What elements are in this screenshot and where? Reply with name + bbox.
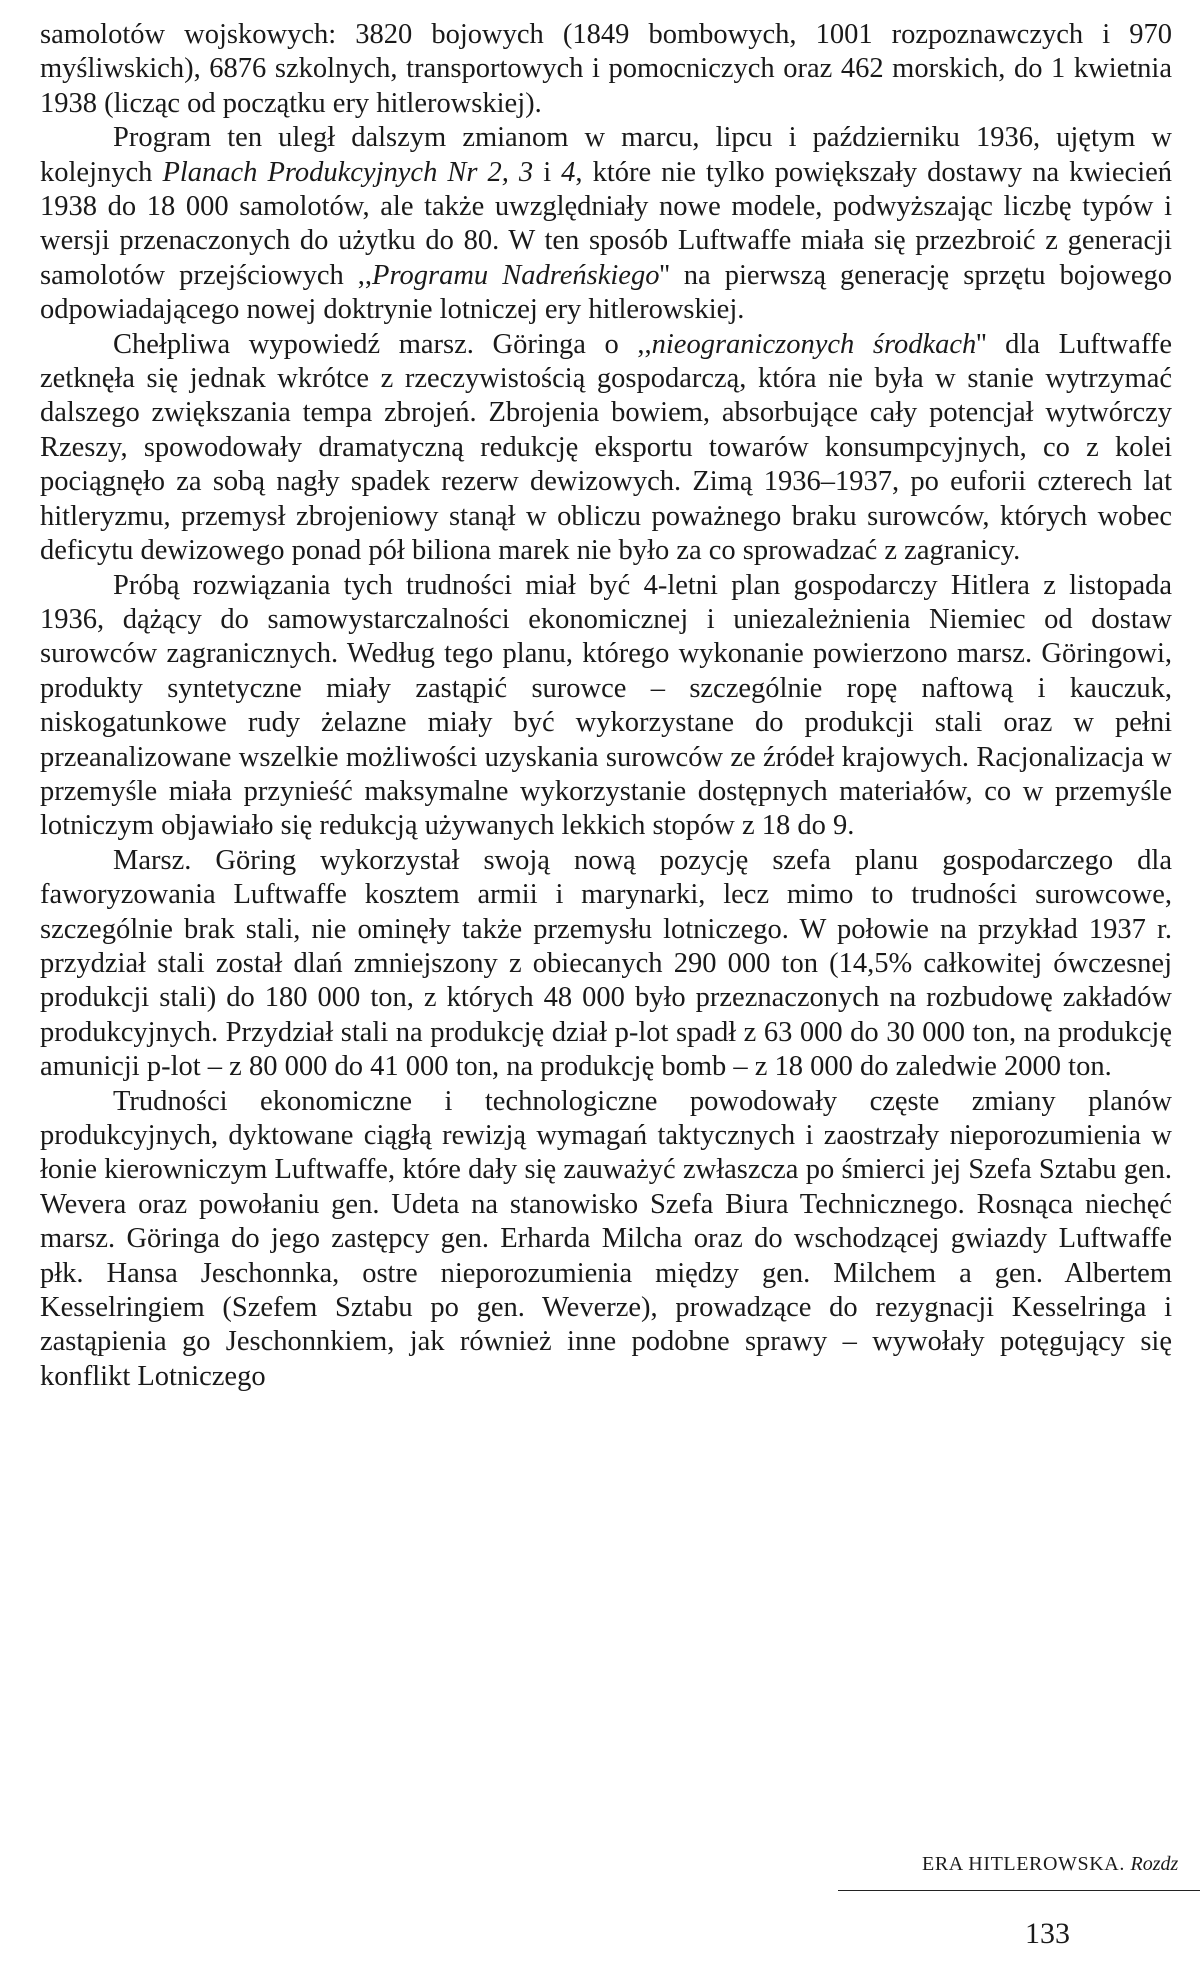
text-span: '' na pierwszą generację sprzętu bojowego odpowiadającego nowej doktrynie lotniczej ery hitlerowskiej.	[40, 259, 1172, 326]
footer-rule	[838, 1890, 1200, 1891]
paragraph-5: Marsz. Göring wykorzystał swoją nową pozycję szefa planu gospodarczego dla faworyzowania Luftwaffe kosztem armii i marynarki, lecz mimo to trudności surowcowe, szczególnie brak stali, nie ominęły także przemysłu lotniczego. W połowie na przykład 1937 r. przydział stali został dlań zmniejszony z obiecanych 290 000 ton (14,5% całkowitej ówczesnej produkcji stali) do 180 000 ton, z których 48 000 było przeznaczonych na rozbudowę zakładów produkcyjnych. Przydział stali na produkcję dział p-lot spadł z 63 000 do 30 000 ton, na produkcję amunicji p-lot – z 80 000 do 41 000 ton, na produkcję bomb – z 18 000 do zaledwie 2000 ton.	[40, 844, 1172, 1083]
italic-quote: nieograniczonych środkach	[651, 328, 977, 360]
paragraph-1: samolotów wojskowych: 3820 bojowych (1849 bombowych, 1001 rozpoznawczych i 970 myśliwskich), 6876 szkolnych, transportowych i pomocniczych oraz 462 morskich, do 1 kwietnia 1938 (licząc od początku ery hitlerowskiej).	[40, 19, 1172, 119]
paragraph-6: Trudności ekonomiczne i technologiczne powodowały częste zmiany planów produkcyjnych, dyktowane ciągłą rewizją wymagań taktycznych i zaostrzały nieporozumienia w łonie kierowniczym Luftwaffe, które dały się zauważyć zwłaszcza po śmierci jej Szefa Sztabu gen. Wevera oraz powołaniu gen. Udeta na stanowisko Szefa Biura Technicznego. Rosnąca niechęć marsz. Göringa do jego zastępcy gen. Erharda Milcha oraz do wschodzącej gwiazdy Luftwaffe płk. Hansa Jeschonnka, ostre nieporozumienia między gen. Milchem a gen. Albertem Kesselringiem (Szefem Sztabu po gen. Weverze), prowadzące do rezygnacji Kesselringa i zastąpienia go Jeschonnkiem, jak również inne podobne sprawy – wywołały potęgujący się konflikt Lotniczego	[40, 1085, 1172, 1392]
running-head	[922, 1853, 1178, 1876]
italic-number: 4	[561, 156, 576, 188]
paragraph-2	[40, 121, 1172, 327]
italic-title: Planach Produkcyjnych Nr 2, 3	[162, 156, 534, 188]
paragraph-3	[40, 328, 1172, 569]
body-text	[40, 18, 1172, 1394]
running-head-title: ERA HITLEROWSKA.	[922, 1853, 1125, 1875]
text-span: i	[533, 156, 562, 188]
text-span: '' dla Luftwaffe zetknęła się jednak wkrótce z rzeczywistością gospodarczą, która nie była w stanie wytrzymać dalszego zwiększania tempa zbrojeń. Zbrojenia bowiem, absorbujące cały potencjał wytwórczy Rzeszy, spowodowały dramatyczną redukcję eksportu towarów konsumpcyjnych, co z kolei pociągnęło za sobą nagły spadek rezerw dewizowych. Zimą 1936–1937, po euforii czterech lat hitleryzmu, przemysł zbrojeniowy stanął w obliczu poważnego braku surowców, których wobec deficytu dewizowego ponad pół biliona marek nie było za co sprowadzać z zagranicy.	[40, 328, 1172, 567]
italic-title: Programu Nadreńskiego	[372, 259, 660, 291]
page-number: 133	[1025, 1917, 1070, 1950]
text-span: Chełpliwa wypowiedź marsz. Göringa o ,,	[113, 328, 652, 360]
running-head-chapter: Rozdz	[1130, 1853, 1179, 1875]
text-span: , które nie tylko powiększały dostawy na kwiecień 1938 do 18 000 samolotów, ale także uwzględniały nowe modele, podwyższając liczbę typów i wersji przenaczonych do użytku do 80. W ten sposób Luftwaffe miała się przezbroić z generacji samolotów przejściowych ,,	[40, 156, 1173, 291]
paragraph-4: Próbą rozwiązania tych trudności miał być 4-letni plan gospodarczy Hitlera z listopada 1936, dążący do samowystarczalności ekonomicznej i uniezależnienia Niemiec od dostaw surowców zagranicznych. Według tego planu, którego wykonanie powierzono marsz. Göringowi, produkty syntetyczne miały zastąpić surowce – szczególnie ropę naftową i kauczuk, niskogatunkowe rudy żelazne miały być wykorzystane do produkcji stali oraz w pełni przeanalizowane wszelkie możliwości uzyskania surowców ze źródeł krajowych. Racjonalizacja w przemyśle miała przynieść maksymalne wykorzystanie dostępnych materiałów, co w przemyśle lotniczym objawiało się redukcją używanych lekkich stopów z 18 do 9.	[40, 569, 1172, 842]
text-span: Program ten uległ dalszym zmianom w marcu, lipcu i październiku 1936, ujętym w kolejnych	[40, 122, 1172, 188]
